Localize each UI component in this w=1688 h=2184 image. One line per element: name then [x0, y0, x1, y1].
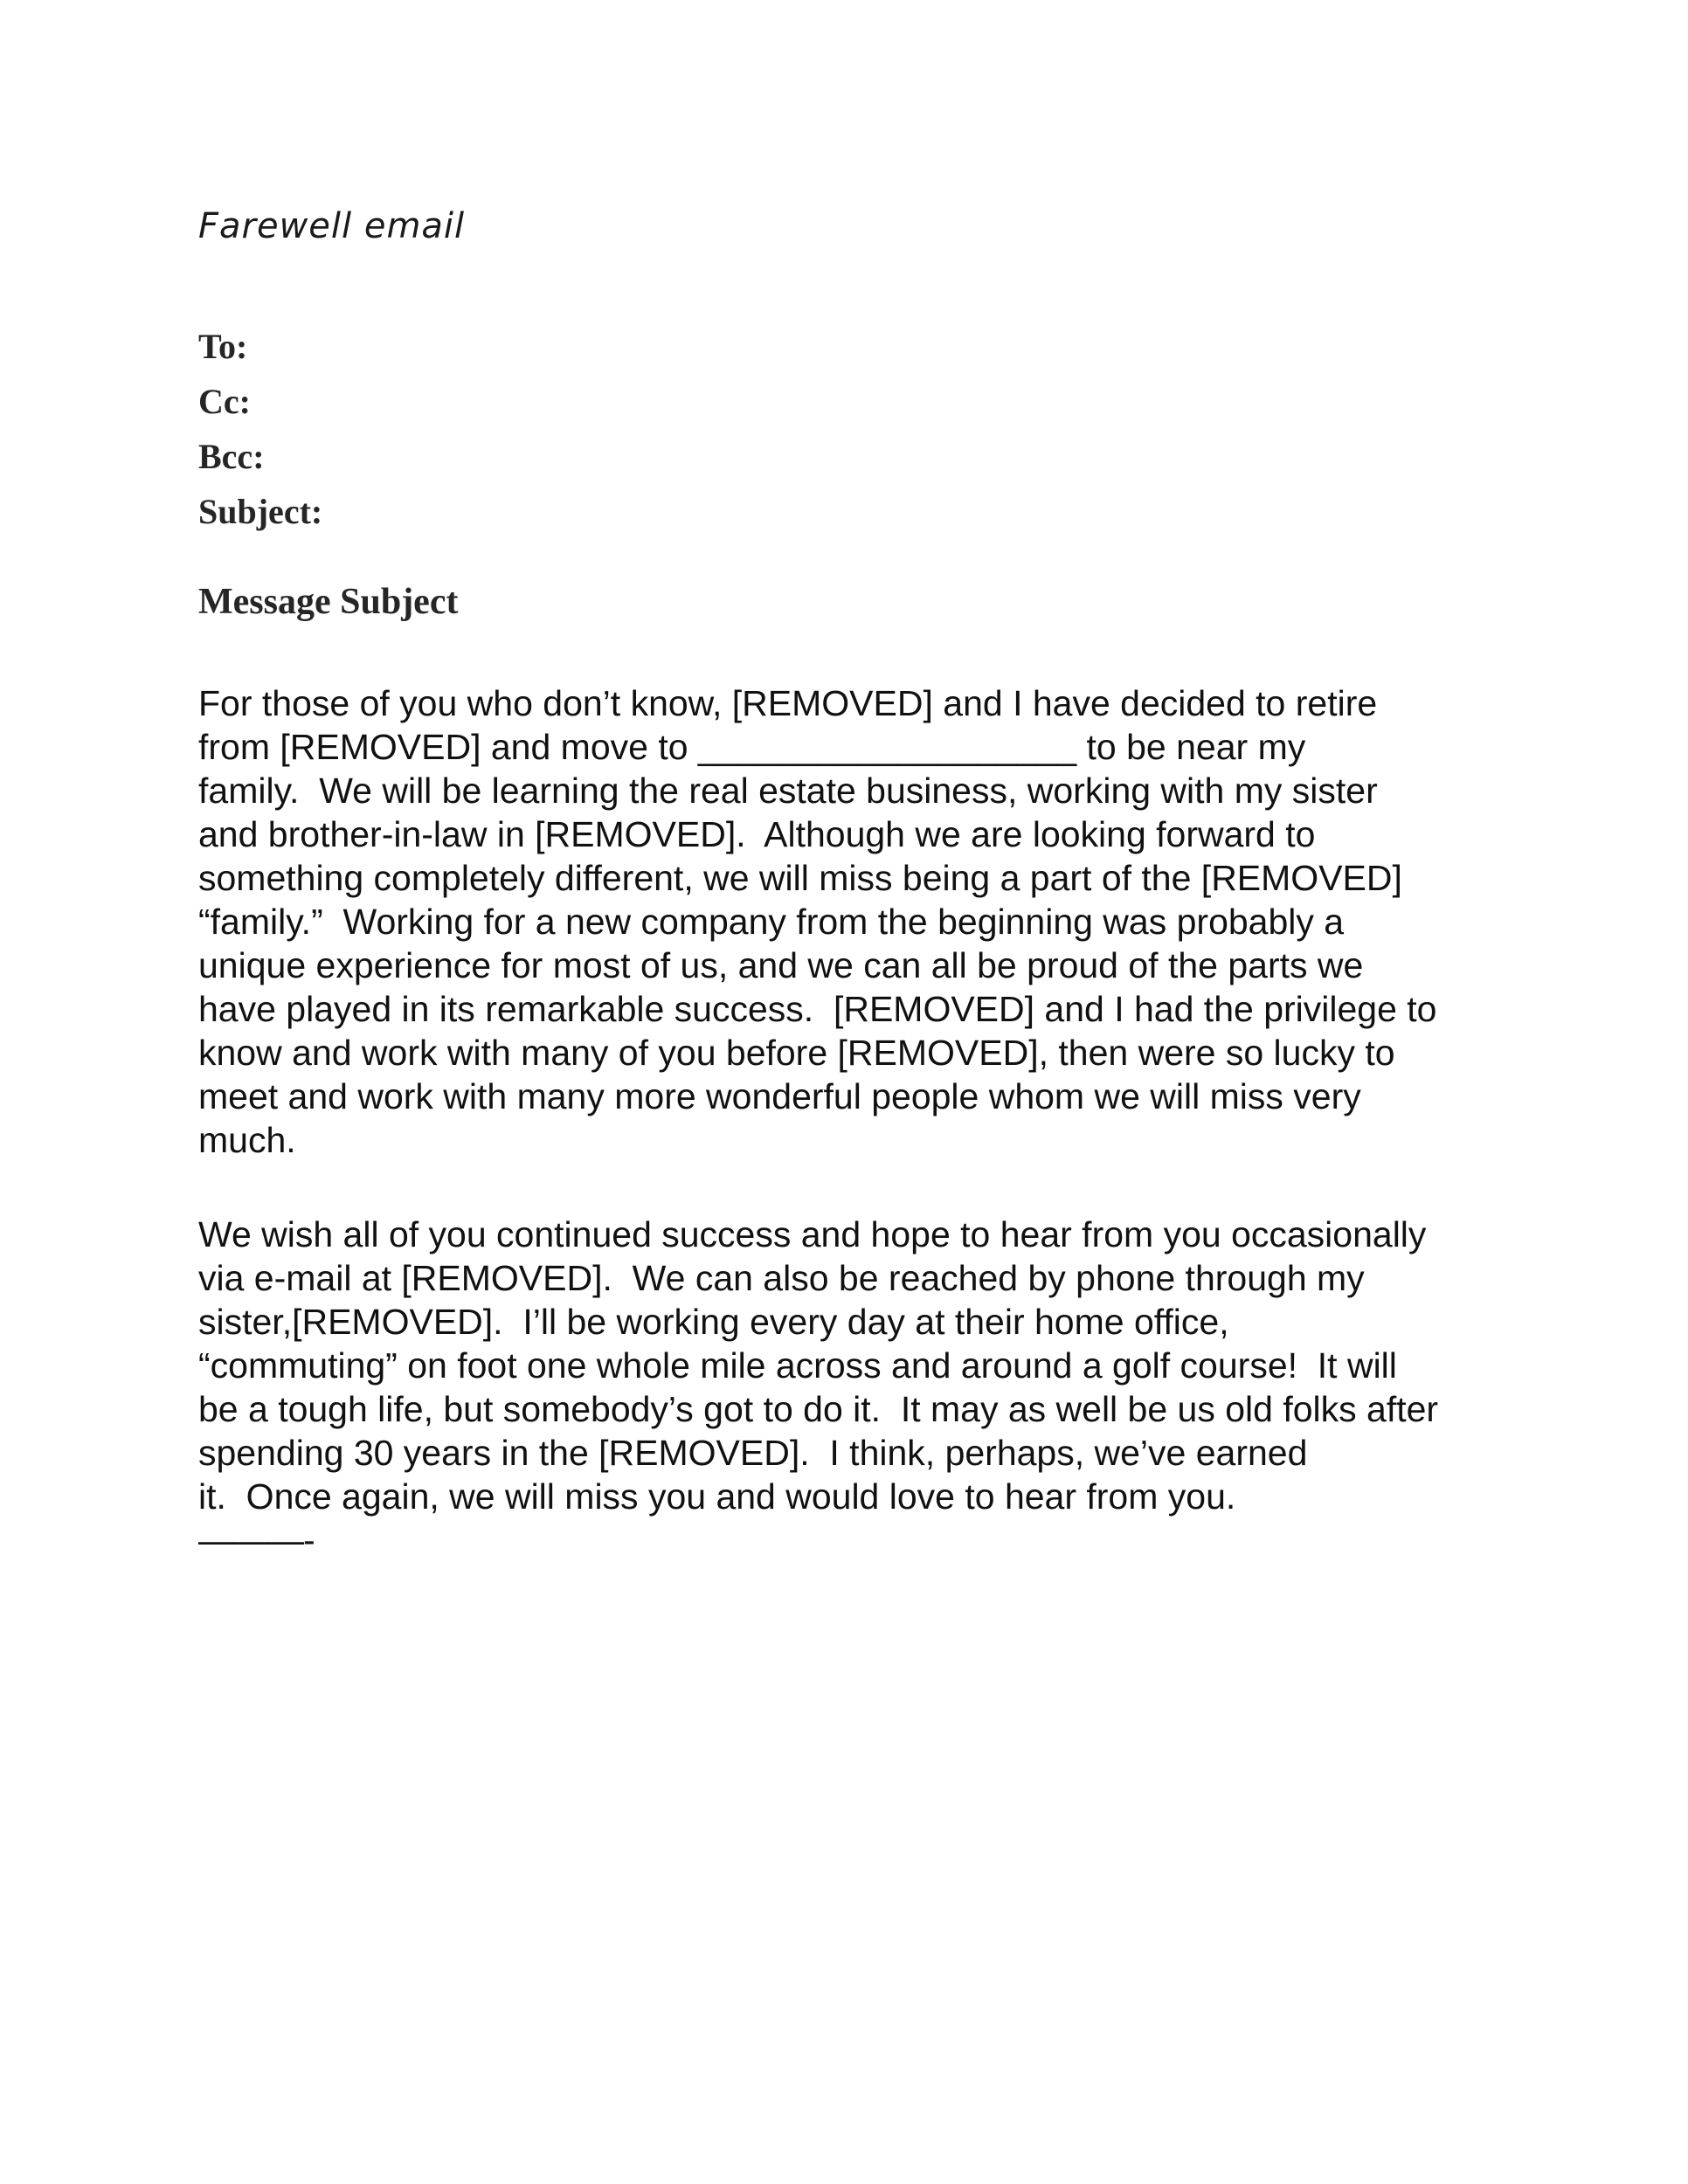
paragraph-line: know and work with many of you before [REMOVED], then were so lucky to: [198, 1033, 1395, 1073]
paragraph-line: “family.” Working for a new company from the beginning was probably a: [198, 902, 1345, 942]
email-header-fields: [198, 327, 1544, 532]
paragraph-line: meet and work with many more wonderful people whom we will miss very: [198, 1076, 1361, 1116]
paragraph-line: family. We will be learning the real estate business, working with my sister: [198, 771, 1378, 811]
paragraph-line: be a tough life, but somebody’s got to do it. It may as well be us old folks after: [198, 1389, 1439, 1429]
body-paragraph-1: [198, 681, 1544, 1162]
paragraph-line: have played in its remarkable success. [REMOVED] and I had the privilege to: [198, 989, 1437, 1029]
signature-dash-line: ———-: [198, 1520, 315, 1560]
paragraph-line: and brother-in-law in [REMOVED]. Although we are looking forward to: [198, 814, 1316, 854]
paragraph-line: something completely different, we will miss being a part of the [REMOVED]: [198, 858, 1402, 898]
paragraph-line: spending 30 years in the [REMOVED]. I think, perhaps, we’ve earned: [198, 1433, 1308, 1473]
document-content: [198, 206, 1544, 1562]
field-label-subject: Subject:: [198, 492, 323, 531]
paragraph-line-with-blank: from [REMOVED] and move to ___________________ to be near my: [198, 727, 1306, 767]
paragraph-line: via e-mail at [REMOVED]. We can also be reached by phone through my: [198, 1258, 1365, 1298]
message-subject-heading: Message Subject: [198, 582, 459, 622]
paragraph-line: We wish all of you continued success and hope to hear from you occasionally: [198, 1214, 1427, 1254]
body-paragraph-2: [198, 1213, 1544, 1562]
paragraph-line: unique experience for most of us, and we can all be proud of the parts we: [198, 945, 1364, 985]
field-label-cc: Cc:: [198, 382, 251, 421]
paragraph-line: “commuting” on foot one whole mile across and around a golf course! It will: [198, 1345, 1397, 1386]
field-label-bcc: Bcc:: [198, 437, 265, 476]
paragraph-line: sister,[REMOVED]. I’ll be working every day at their home office,: [198, 1302, 1229, 1342]
document-title: Farewell email: [198, 206, 466, 246]
paragraph-line: it. Once again, we will miss you and would love to hear from you.: [198, 1476, 1236, 1517]
paragraph-line: much.: [198, 1120, 296, 1160]
field-label-to: To:: [198, 327, 248, 366]
paragraph-line: For those of you who don’t know, [REMOVED] and I have decided to retire: [198, 683, 1378, 723]
